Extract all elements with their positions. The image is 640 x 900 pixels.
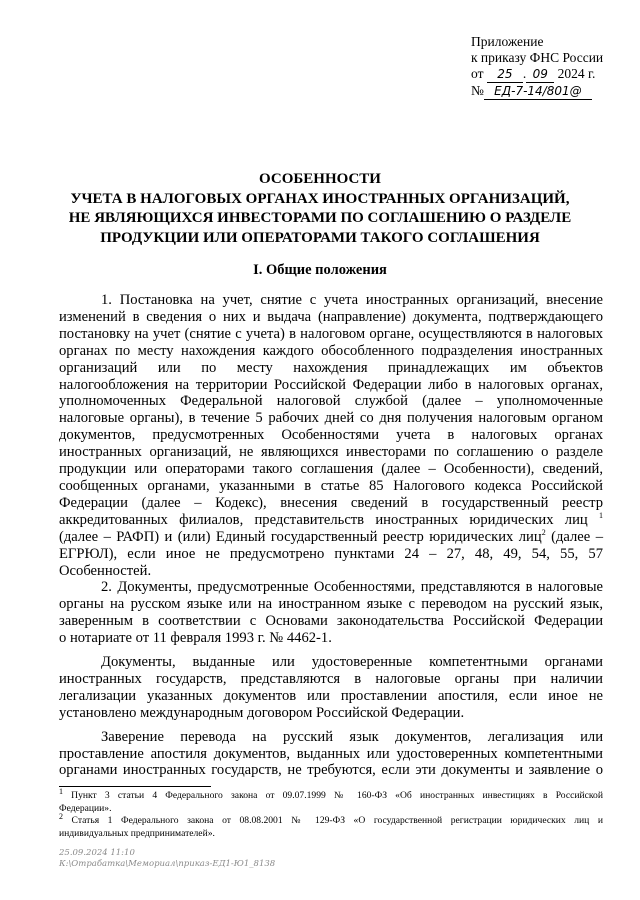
- appendix-line-2: к приказу ФНС России: [471, 50, 604, 65]
- title-line: ПРОДУКЦИИ ИЛИ ОПЕРАТОРАМИ ТАКОГО СОГЛАШЕНИЯ: [100, 229, 540, 246]
- text-line: продукции или операторами такого соглашения (далее – Особенности), сведений,: [59, 461, 603, 478]
- text-line: изменений в сведения о них и выдача (направление) документа, подтверждающего: [59, 308, 603, 325]
- footnote-1: $^1$ Пункт 3 статьи 4 Федерального закона от 09.07.1999 № 160-ФЗ «Об иностранных инвестициях в Российской Федерации».: [59, 786, 603, 814]
- text-line: органах по месту нахождения каждого обособленного подразделения иностранных: [59, 342, 603, 359]
- text-line: Федерации (далее – Кодекс), внесения сведений в государственный реестр: [59, 494, 603, 511]
- text-line: проставление апостиля документов, выданных или удостоверенных компетентными: [59, 745, 603, 762]
- text-line: сообщенных органами, указанными в статье 85 Налогового кодекса Российской: [59, 477, 603, 494]
- title-line: ОСОБЕННОСТИ: [259, 171, 381, 187]
- footnote-divider: [59, 786, 211, 787]
- section-title: I. Общие положения: [253, 262, 387, 278]
- text-line: уполномоченных Федеральной налоговой службой (далее – уполномоченные: [59, 393, 603, 410]
- text-line: документов, предусмотренных Особенностями учета в налоговых органах: [59, 427, 603, 444]
- text-line: установлено международным договором Российской Федерации.: [59, 704, 465, 721]
- text-line: заверенным в соответствии с Основами законодательства Российской Федерации: [59, 613, 603, 630]
- text-line: налоговые органы), в течение 5 рабочих дней со дня получения налоговым органом: [59, 410, 603, 427]
- text-line: налогообложения на территории Российской Федерации либо в налоговых органах,: [59, 376, 603, 393]
- appendix-line-1: Приложение: [471, 34, 544, 49]
- appendix-header: [471, 34, 603, 100]
- text-line: 2. Документы, предусмотренные Особенностями, представляются в налоговые: [101, 579, 603, 596]
- text-line: Документы, выданные или удостоверенные компетентными органами: [101, 654, 603, 671]
- text-line: ЕГРЮЛ), если иное не предусмотрено пунктами 24 – 27, 48, 49, 54, 55, 57: [59, 545, 603, 562]
- footnote-ref-1[interactable]: 1: [599, 510, 603, 520]
- document-title: [60, 170, 580, 248]
- text-line: (далее – РАФП) и (или) Единый государственный реестр юридических лиц$^2$ (далее –: [59, 527, 603, 545]
- text-line: организаций или по месту нахождения принадлежащих им объектов: [59, 359, 603, 376]
- print-stamp: 25.09.2024 11:10 К:\Отрабатка\Мемориал\приказ-ЕД1-Ю1_8138: [59, 848, 276, 869]
- text-line: иностранных организаций, не являющихся инвесторами по соглашению о разделе: [59, 444, 603, 461]
- handwritten-number: ЕД-7-14/801@: [484, 83, 592, 100]
- appendix-date: от 25 . 09 2024 г.: [471, 66, 596, 81]
- text-line: о нотариате от 11 февраля 1993 г. № 4462-1.: [59, 630, 332, 647]
- document-body: [59, 292, 603, 779]
- text-line: легализации указанных документов или проставлении апостиля, если иное не: [59, 687, 603, 704]
- text-line: иностранных государств, представляются в налоговые органы при наличии: [59, 670, 603, 687]
- title-line: НЕ ЯВЛЯЮЩИХСЯ ИНВЕСТОРАМИ ПО СОГЛАШЕНИЮ О РАЗДЕЛЕ: [68, 210, 572, 226]
- handwritten-day: 25: [487, 66, 523, 83]
- appendix-number: № ЕД-7-14/801@: [471, 83, 603, 100]
- footnote-2: $^2$ Статья 1 Федерального закона от 08.08.2001 № 129-ФЗ «О государственной регистрации юридических лиц и индивидуальных предпринимателей».: [59, 811, 603, 839]
- text-line: аккредитованных филиалов, представительств иностранных юридических лиц $^1$: [59, 510, 603, 528]
- text-line: органами иностранных государств, не требуются, если эти документы и заявление о: [59, 762, 603, 779]
- text-line: постановку на учет (снятие с учета) в налоговом органе, осуществляются в налоговых: [59, 325, 603, 342]
- handwritten-month: 09: [526, 66, 554, 83]
- text-line: Заверение перевода на русский язык документов, легализация или: [101, 728, 603, 745]
- title-line: УЧЕТА В НАЛОГОВЫХ ОРГАНАХ ИНОСТРАННЫХ ОРГАНИЗАЦИЙ,: [70, 190, 570, 207]
- text-line: 1. Постановка на учет, снятие с учета иностранных организаций, внесение: [101, 292, 603, 308]
- text-line: Особенностей.: [59, 562, 152, 579]
- footnote-ref-2[interactable]: 2: [541, 527, 546, 537]
- text-line: органы на русском языке или на иностранном языке с переводом на русский язык,: [59, 596, 603, 613]
